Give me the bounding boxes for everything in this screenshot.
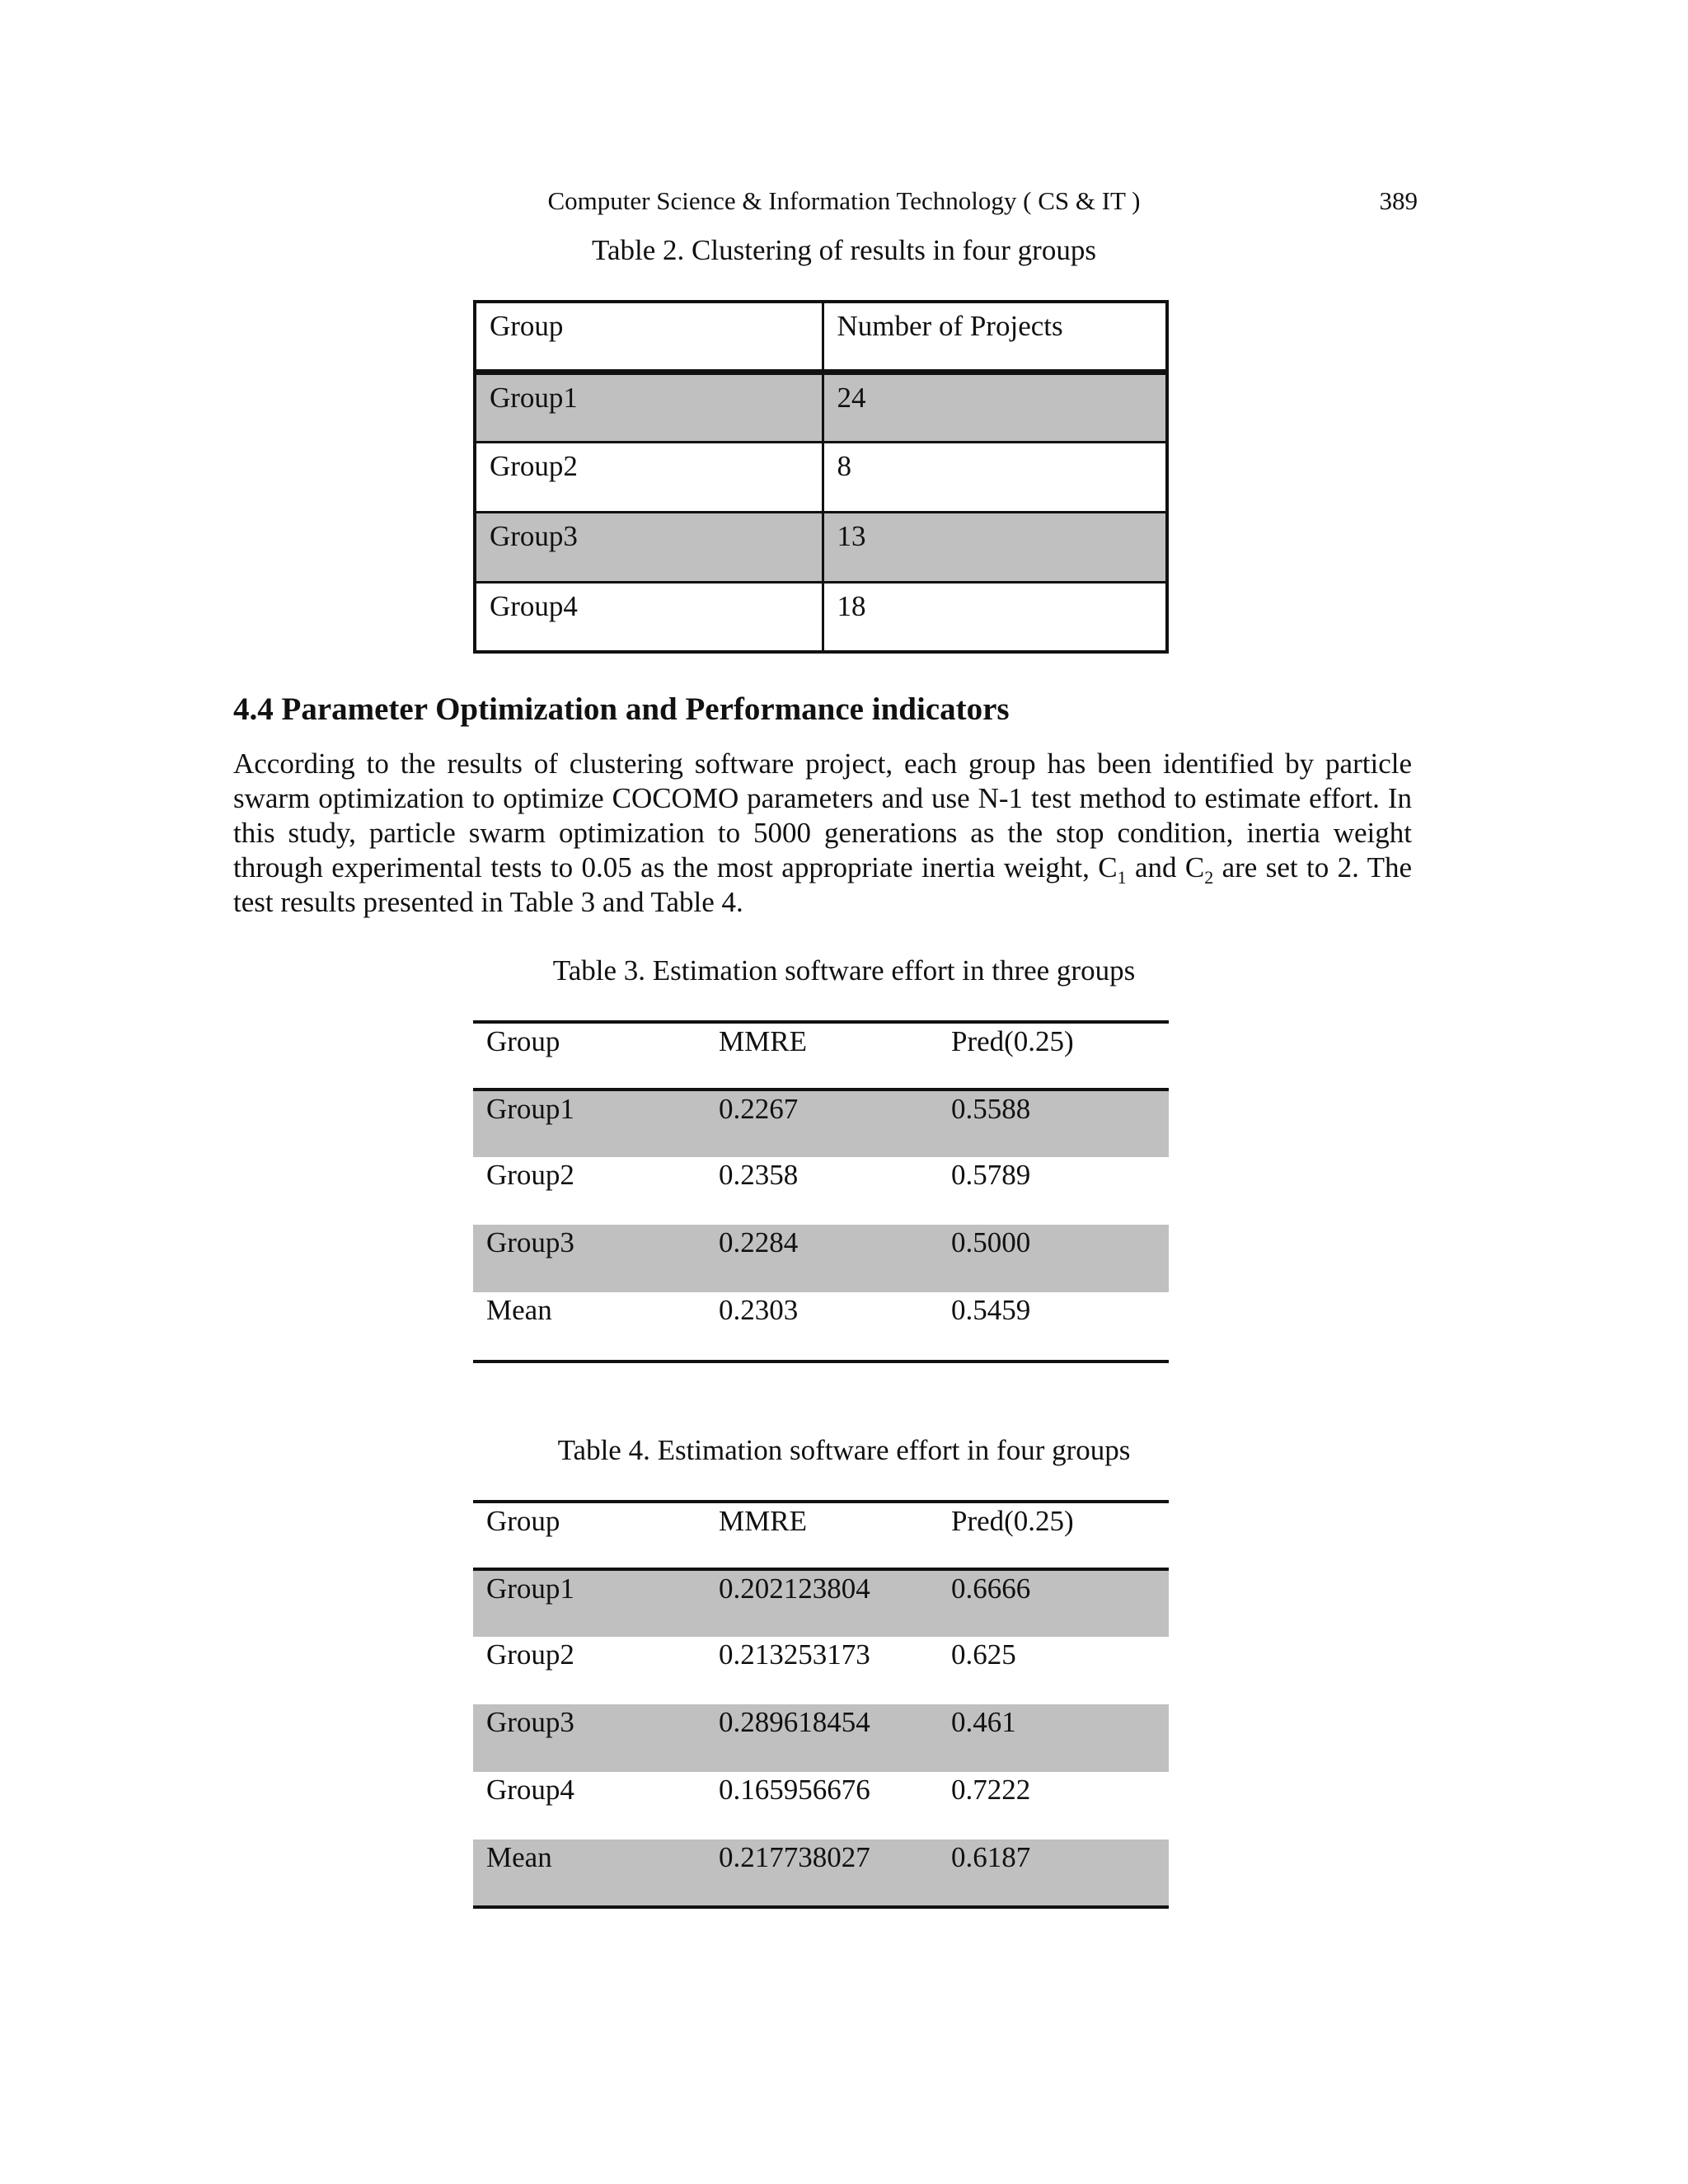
section-heading: 4.4 Parameter Optimization and Performance indicators	[233, 691, 1010, 727]
table-row	[475, 582, 1167, 652]
table-row	[475, 512, 1167, 582]
page-number: 389	[1379, 186, 1418, 215]
table-cell: 0.2358	[719, 1159, 799, 1191]
table-cell: 18	[823, 582, 1167, 652]
table-cell: 0.217738027	[706, 1840, 938, 1907]
table-cell: 0.6666	[938, 1569, 1169, 1637]
table-row	[473, 1840, 1169, 1907]
table-row	[473, 1637, 1169, 1704]
paragraph-text: and C	[1126, 851, 1205, 883]
table-cell: Group1	[475, 372, 823, 442]
table-cell: 0.7222	[951, 1774, 1031, 1806]
table-cell: Group3	[473, 1225, 706, 1292]
table-cell: 0.5789	[951, 1159, 1031, 1191]
table-row	[473, 1772, 1169, 1840]
table-cell: Group2	[486, 1638, 574, 1671]
column-header: Number of Projects	[823, 302, 1167, 372]
table-cell: 0.2284	[706, 1225, 938, 1292]
table-cell: 0.461	[938, 1704, 1169, 1772]
table-cell: Mean	[473, 1840, 706, 1907]
table-cell: 0.213253173	[719, 1638, 870, 1671]
table-row	[473, 1225, 1169, 1292]
running-header: Computer Science & Information Technology ( CS & IT )	[547, 186, 1141, 215]
paragraph-text: are set to 2. The test results presented in Table 3 and Table 4.	[233, 851, 1412, 918]
table-header-row	[475, 302, 1167, 372]
table3-caption: Table 3. Estimation software effort in three groups	[552, 954, 1136, 987]
table2	[473, 300, 1169, 654]
table-row	[473, 1157, 1169, 1225]
table-header-row	[473, 1502, 1169, 1569]
table3	[473, 1020, 1169, 1363]
table-cell: 0.202123804	[706, 1569, 938, 1637]
table-row	[475, 372, 1167, 442]
table-cell: 0.5459	[951, 1294, 1031, 1326]
column-header: Group	[475, 302, 823, 372]
table-cell: Group4	[475, 582, 823, 652]
table-cell: 8	[823, 442, 1167, 512]
table-cell: 0.2267	[706, 1090, 938, 1157]
column-header: MMRE	[706, 1022, 938, 1090]
table-cell: Group1	[473, 1569, 706, 1637]
table-cell: 24	[823, 372, 1167, 442]
table-row	[473, 1704, 1169, 1772]
table-row	[473, 1569, 1169, 1637]
column-header: Pred(0.25)	[938, 1502, 1169, 1569]
table-row	[475, 442, 1167, 512]
table2-caption: Table 2. Clustering of results in four groups	[592, 234, 1096, 266]
table-cell: Group3	[475, 512, 823, 582]
table-cell: 0.5000	[938, 1225, 1169, 1292]
paragraph-text: According to the results of clustering software project, each group has been identified by particle swarm optimization to optimize COCOMO parameters and use N-1 test method to estimate effort. In this study, particle swarm optimization to 5000 generations as the stop condition, inertia weight through experimental tests to 0.05 as the most appropriate inertia weight, C	[233, 748, 1412, 883]
body-paragraph	[233, 747, 1412, 920]
table-row	[473, 1090, 1169, 1157]
table-cell: Group3	[473, 1704, 706, 1772]
table-cell: 0.289618454	[706, 1704, 938, 1772]
table-header-row	[473, 1022, 1169, 1090]
table4	[473, 1500, 1169, 1909]
table-row	[473, 1292, 1169, 1361]
column-header: MMRE	[706, 1502, 938, 1569]
subscript: 2	[1204, 867, 1214, 888]
table-cell: Group2	[486, 1159, 574, 1191]
table-cell: 0.6187	[938, 1840, 1169, 1907]
column-header: Pred(0.25)	[938, 1022, 1169, 1090]
table-cell: Group1	[473, 1090, 706, 1157]
table-cell: 0.2303	[719, 1294, 799, 1326]
table-cell: Mean	[486, 1294, 552, 1326]
table4-caption: Table 4. Estimation software effort in four groups	[557, 1434, 1131, 1466]
table-cell: 0.625	[951, 1638, 1016, 1671]
table-cell: Group2	[475, 442, 823, 512]
table-cell: 0.165956676	[719, 1774, 870, 1806]
table-cell: 13	[823, 512, 1167, 582]
subscript: 1	[1117, 867, 1127, 888]
column-header: Group	[473, 1022, 706, 1090]
column-header: Group	[473, 1502, 706, 1569]
table-cell: Group4	[486, 1774, 574, 1806]
table-cell: 0.5588	[938, 1090, 1169, 1157]
